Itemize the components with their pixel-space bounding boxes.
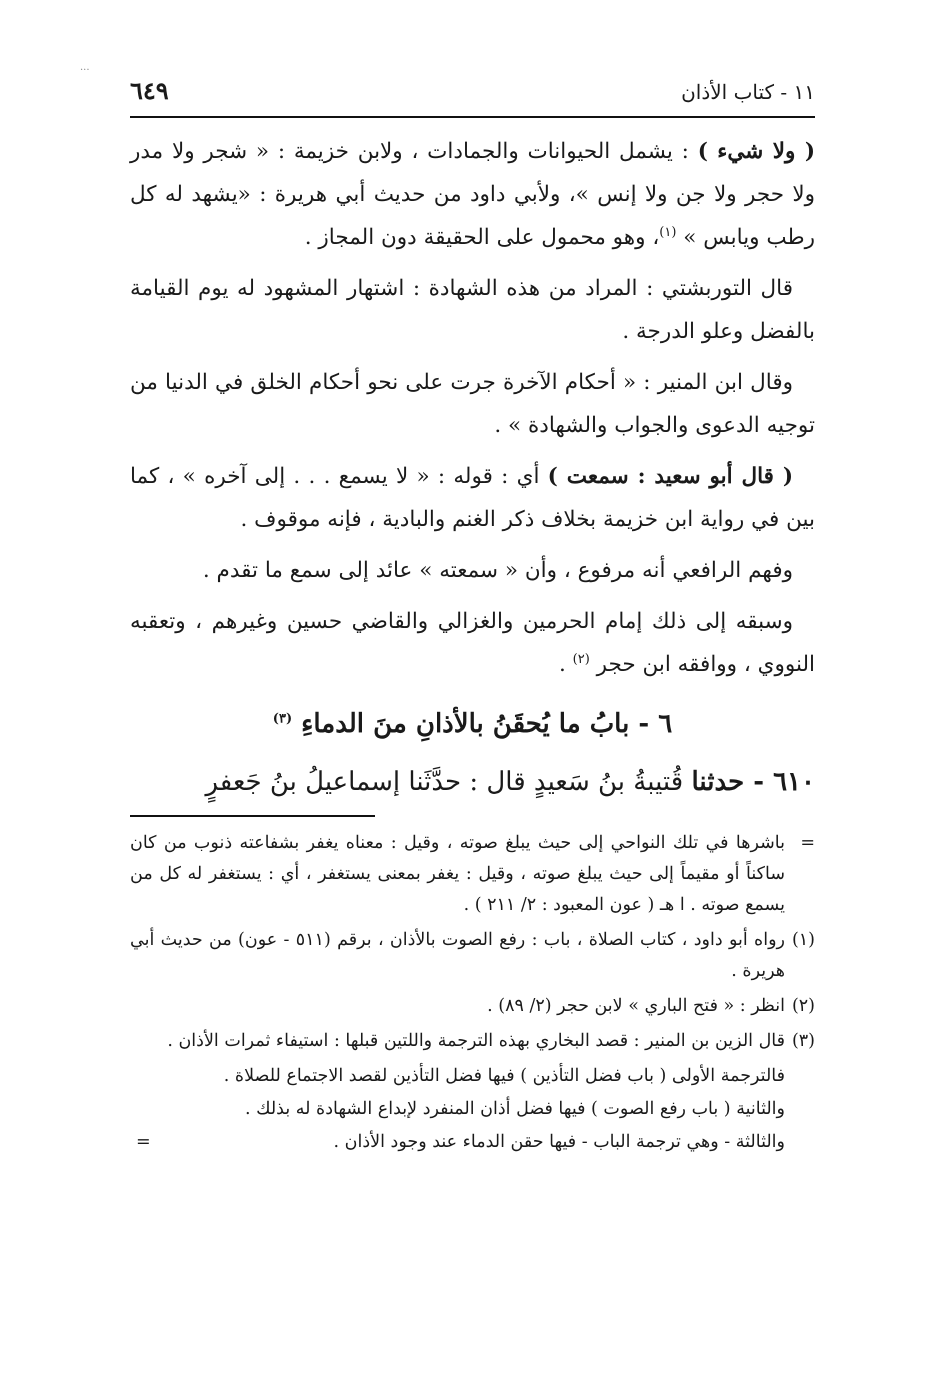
paragraph-5: وفهم الرافعي أنه مرفوع ، وأن « سمعته » عائد إلى سمع ما تقدم . — [202, 558, 793, 583]
footnote-2: (٢) انظر : « فتح الباري » لابن حجر (٢/ ٨٩) . — [487, 996, 815, 1016]
page-header — [130, 76, 815, 118]
continuation-marker: = — [136, 1132, 151, 1152]
footnote-3-paragraph: والثانية ( باب رفع الصوت ) فيها فضل أذان المنفرد لإبداع الشهادة له بذلك . — [244, 1099, 785, 1119]
keyword-phrase: ( قال أبو سعيد : سمعت ) — [547, 464, 793, 489]
paragraph-1: ( ولا شيء ) : يشمل الحيوانات والجمادات ، ولابن خزيمة : « شجر ولا مدر ولا حجر ولا جن ولا إنس »، ولأبي داود من حديث أبي هريرة : «يشهد له كل رطب ويابس » $^{(١)}$، وهو محمول على الحقيقة دون المجاز . — [130, 139, 815, 250]
footnote-1: (١) رواه أبو داود ، كتاب الصلاة ، باب : رفع الصوت بالأذان ، برقم (٥١١ - عون) من حديث أبي هريرة . — [130, 930, 815, 981]
paragraph-2: قال التوربشتي : المراد من هذه الشهادة : اشتهار المشهود له يوم القيامة بالفضل وعلو الدرجة . — [130, 276, 815, 344]
footnote-ref: (٣) — [272, 711, 293, 727]
chapter-title: ١١ - كتاب الأذان — [681, 80, 815, 104]
keyword-phrase: ( ولا شيء ) — [697, 139, 815, 164]
footnote-ref: (١) — [659, 224, 677, 240]
page-number: ٦٤٩ — [130, 76, 169, 105]
paragraph-3: وقال ابن المنير : « أحكام الآخرة جرت على نحو أحكام الخلق في الدنيا من توجيه الدعوى والجواب والشهادة » . — [130, 370, 815, 438]
footnote-continuation: = باشرها في تلك النواحي إلى حيث يبلغ صوته ، وقيل : معناه يغفر بشفاعته ذنوب من كان ساكناً أو مقيماً إلى حيث يبلغ صوته ، وقيل : يغفر بمعنى يستغفر ، أي : يستغفر له كل من يسمع صوته . ا هـ ( عون المعبود : ٢/ ٢١١ ) . — [130, 833, 815, 915]
hadith-opening: ٦١٠ - حدثنا قُتيبةُ بنُ سَعيدٍ قال : حدَّثَنا إسماعيلُ بنُ جَعفرٍ — [205, 767, 815, 797]
main-text — [130, 130, 815, 804]
top-tick: ... — [80, 62, 90, 73]
footnote-3-paragraph: والثالثة - وهي ترجمة الباب - فيها حقن الدماء عند وجود الأذان . = — [130, 1127, 815, 1158]
chapter-heading: ٦ - بابُ ما يُحقَنُ بالأذانِ منَ الدماءِ $^{(٣)}$ — [272, 709, 673, 739]
footnote-separator — [130, 815, 375, 817]
paragraph-6: وسبقه إلى ذلك إمام الحرمين والغزالي والقاضي حسين وغيرهم ، وتعقبه النووي ، ووافقه ابن حجر $^{(٢)}$ . — [130, 609, 815, 677]
hadith-number: ٦١٠ - حدثنا — [691, 767, 815, 797]
footnote-ref: (٢) — [572, 651, 590, 667]
book-page — [130, 0, 815, 1380]
paragraph-4: ( قال أبو سعيد : سمعت ) أي : قوله : « لا يسمع . . . إلى آخره » ، كما بين في رواية ابن خزيمة بخلاف ذكر الغنم والبادية ، فإنه موقوف . — [130, 464, 815, 532]
footnote-3-paragraph: فالترجمة الأولى ( باب فضل التأذين ) فيها فضل التأذين لقصد الاجتماع للصلاة . — [223, 1066, 785, 1086]
footnotes — [130, 828, 815, 1160]
footnote-3: (٣) قال الزين بن المنير : قصد البخاري بهذه الترجمة واللتين قبلها : استيفاء ثمرات الأذان . — [167, 1031, 815, 1051]
